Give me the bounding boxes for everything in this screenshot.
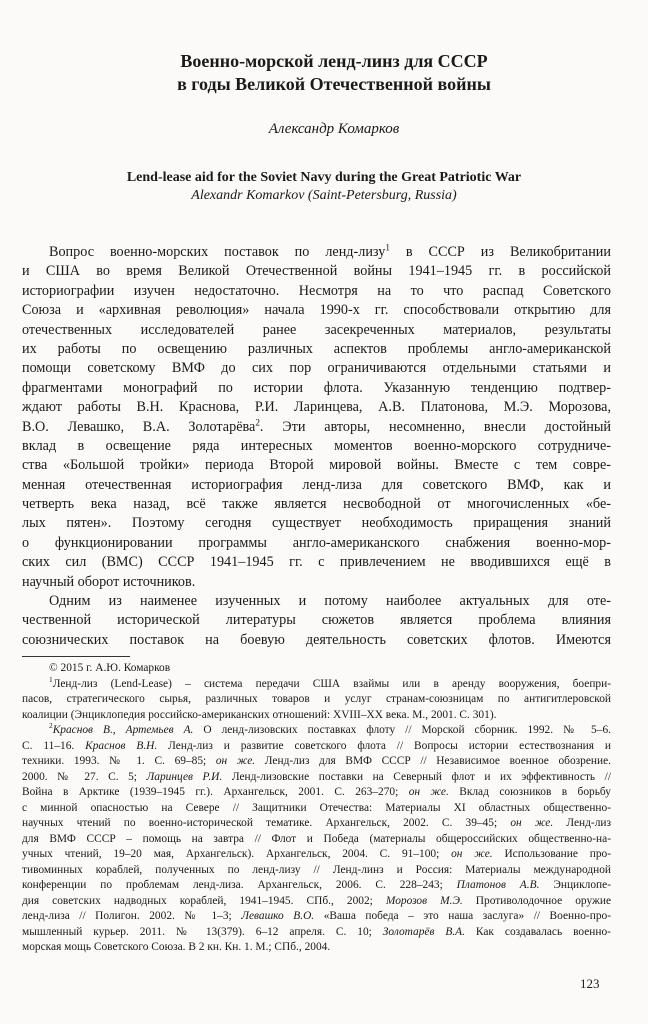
footnote-line: коалиции (Энциклопедия российско-американских отношений: XVIII–XX века. М., 2001. С. 301).: [22, 708, 497, 721]
body-line: союзнических поставок на боевую деятельность советских флотов. Имеются: [22, 631, 611, 648]
body-line: вклад в освещение ряда интересных моментов военно-морского сотрудниче-: [22, 437, 611, 454]
body-line: менная отечественная историография ленд-лиза для советского ВМФ, как и: [22, 476, 611, 493]
footnote-line: учных чтений, 19–20 мая, Архангельск). Архангельск, 2004. С. 91–100; он же. Использование про-: [22, 848, 612, 860]
body-line: научный оборот источников.: [22, 573, 196, 590]
footnote-line: техники. 1993. № 1. С. 69–85; он же. Ленд-лиз для ВМФ СССР // Независимое военное обозрение.: [22, 755, 611, 767]
footnote-line: дия советских надводных кораблей, 1941–1945. СПб., 2002; Морозов М.Э. Противолодочное оружие: [22, 894, 612, 907]
footnote-line: ленд-лиза // Полигон. 2002. № 1–3; Левашко В.О. «Ваша победа – это наша заслуга» // Военно-про-: [22, 910, 612, 922]
body-line: и США во время Великой Отечественной войны 1941–1945 гг. в российской: [22, 263, 611, 280]
article-body: [22, 243, 611, 650]
footnote-line: научных чтений по военно-исторической тематике. Архангельск, 2002. С. 39–45; он же. Ленд-лиз: [22, 817, 611, 829]
body-line: фрагментами монографий по истории флота. Указанную тенденцию подтвер-: [22, 379, 611, 396]
footnote-ref-2[interactable]: 2: [255, 416, 260, 427]
body-line: о функционировании программы англо-американского снабжения военно-мор-: [22, 534, 611, 551]
footnotes: [22, 661, 611, 956]
footnote-1: $^1$Ленд-лиз (Lend-Lease) – система передачи США взаймы или в аренду вооружения, боепри-: [49, 674, 611, 690]
body-line: ждают работы В.Н. Краснова, Р.И. Ларинцева, А.В. Платонова, М.Э. Морозова,: [22, 399, 611, 416]
footnote-line: пасов, стратегического сырья, различных товаров и услуг странам-союзницам по антигитлеровской: [22, 693, 611, 705]
body-line: ских сил (ВМС) СССР 1941–1945 гг. с привлечением не вводившихся ещё в: [22, 554, 611, 571]
footnote-line: с минной опасностью на Севере // Защитники Отечества: Материалы XI областных общественно-: [22, 801, 611, 814]
body-line: их работы по освещению различных аспектов проблемы англо-американской: [22, 340, 611, 357]
footnote-2: $^2$Краснов В., Артемьев А. О ленд-лизовских поставках флоту // Морской сборник. 1992. № 5–6.: [49, 721, 611, 736]
body-line: четверть века назад, всё также является несвободной от многочисленных «бе-: [22, 496, 611, 513]
body-line: В.О. Левашко, В.А. Золотарёва$^2$. Эти авторы, несомненно, внесли достойный: [22, 416, 611, 435]
footnote-line: С. 11–16. Краснов В.Н. Ленд-лиз и развитие советского флота // Вопросы истории естествознания и: [22, 739, 612, 752]
body-line: Союза и «архивная революция» начала 1990-х гг. способствовали открытию для: [22, 302, 611, 319]
body-line: отечественных исследователей ранее засекреченных материалов, результаты: [22, 321, 611, 338]
article-title-line-1: Военно-морской ленд-линз для СССР: [180, 51, 488, 71]
footnote-divider: [22, 656, 130, 657]
footnote-line: конференции по проблемам ленд-лиза. Архангельск, 2006. С. 228–243; Платонов А.В. Энциклопе-: [22, 879, 612, 891]
author-name-en: Alexandr Komarkov (Saint-Petersburg, Russia): [191, 188, 457, 203]
body-line: лых пятен». Поэтому сегодня существует необходимость приращения знаний: [22, 515, 611, 532]
footnote-line: морская мощь Советского Союза. В 2 кн. Кн. 1. М.; СПб., 2004.: [22, 941, 331, 953]
article-title: [60, 50, 608, 96]
footnote-line: 2000. № 27. С. 5; Ларинцев Р.И. Ленд-лизовские поставки на Северный флот и их эффективность //: [22, 770, 611, 783]
footnote-line: тивоминных кораблей, полученных по ленд-лизу // Ленд-линз и Россия: Материалы международной: [22, 863, 611, 876]
body-line: чественной исторической литературы сюжетов является проблема влияния: [22, 612, 611, 629]
article-title-line-2: в годы Великой Отечественной войны: [177, 74, 491, 94]
footnote-ref-1[interactable]: 1: [385, 242, 390, 253]
footnote-line: Война в Арктике (1939–1945 гг.). Архангельск, 2001. С. 263–270; он же. Вклад союзников в борьбу: [22, 786, 611, 798]
article-title-en: Lend-lease aid for the Soviet Navy during the Great Patriotic War: [126, 170, 522, 185]
page-number: 123: [580, 976, 600, 991]
body-line: помощи советскому ВМФ до сих пор ограничиваются отдельными статьями и: [22, 360, 611, 377]
footnote-line: мышленный курьер. 2011. № 13(379). 6–12 апреля. С. 10; Золотарёв В.А. Как создавалась военно-: [22, 925, 611, 938]
copyright-line: © 2015 г. А.Ю. Комарков: [49, 662, 171, 674]
body-line: ства «Большой тройки» периода Второй мировой войны. Вместе с тем совре-: [22, 457, 611, 474]
author-name-ru: Александр Комарков: [268, 121, 400, 137]
footnote-line: для ВМФ СССР – помощь на завтра // Флот и Победа (материалы общероссийских общественно-на-: [22, 832, 611, 845]
body-line: историографии изучен недостаточно. Несмотря на то что распад Советского: [22, 282, 611, 299]
body-line: Одним из наименее изученных и потому наиболее актуальных для оте-: [49, 593, 611, 610]
body-line: Вопрос военно-морских поставок по ленд-лизу$^1$ в СССР из Великобритании: [49, 242, 611, 260]
